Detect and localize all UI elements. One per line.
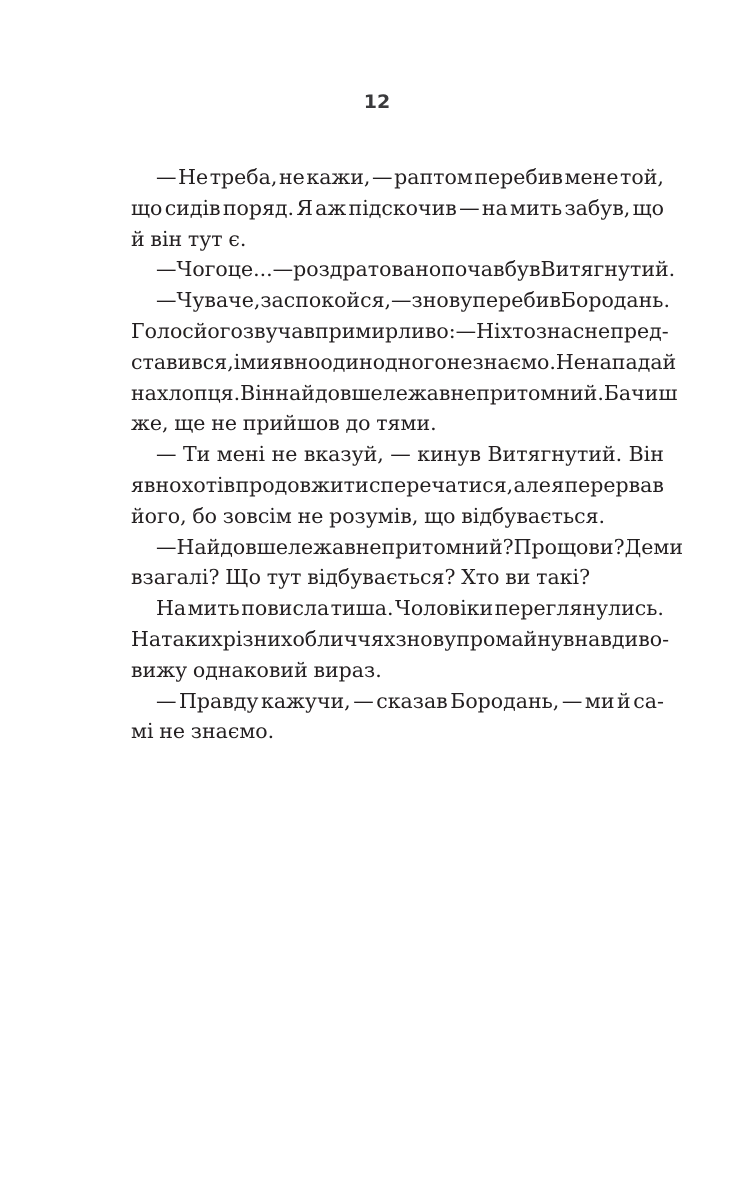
word: непритомний.	[450, 380, 604, 405]
word: нападай	[585, 349, 677, 374]
word: до	[345, 411, 371, 436]
text-line	[131, 285, 670, 316]
word: не	[159, 719, 186, 744]
word: тями.	[376, 411, 437, 436]
word: мене	[564, 165, 619, 189]
word: На	[156, 596, 187, 621]
word: тут	[266, 565, 302, 590]
word: —	[156, 442, 177, 467]
word: Про	[513, 534, 557, 559]
word: Не	[178, 165, 209, 189]
word: він	[150, 226, 183, 251]
word: Чого	[176, 257, 228, 282]
word: Бородань,	[450, 688, 560, 713]
text-line	[131, 562, 664, 593]
word: відбувається.	[461, 503, 606, 528]
word: Де	[624, 534, 654, 559]
word: знову	[411, 288, 473, 313]
word: аж	[315, 195, 347, 220]
word: Хто	[461, 565, 500, 590]
word: —	[390, 442, 411, 467]
word: взагалі?	[131, 565, 220, 590]
word: тут	[187, 226, 223, 251]
word: хлопця.	[156, 380, 241, 405]
word: мить	[510, 195, 563, 220]
word: що	[131, 195, 163, 220]
word: —	[156, 257, 177, 282]
word: знаємо.	[472, 349, 556, 374]
text-line	[131, 716, 664, 747]
word: кажучи,	[261, 688, 351, 713]
word: відбувається?	[307, 565, 456, 590]
word: переглянулись.	[494, 596, 664, 621]
word: —	[156, 288, 177, 313]
word: —	[353, 688, 374, 713]
word: не	[584, 318, 611, 343]
word: обличчях	[292, 626, 396, 651]
word: вижу	[131, 657, 188, 682]
word: не	[446, 349, 473, 374]
word: заспокойся,	[260, 288, 392, 313]
word: ще	[174, 411, 206, 436]
page-number: 12	[363, 91, 391, 113]
word: тиша.	[330, 596, 394, 621]
word: вказуй,	[303, 442, 384, 467]
word: поряд.	[222, 195, 295, 220]
word: сказав	[376, 688, 448, 713]
word: кинув	[417, 442, 482, 467]
word: на	[131, 380, 157, 405]
word: таких	[161, 626, 223, 651]
word: —	[372, 165, 393, 189]
word: підскочив	[348, 195, 457, 220]
text-line	[131, 624, 670, 655]
word: одного	[372, 349, 447, 374]
word: що	[556, 534, 589, 559]
word: не	[271, 442, 298, 467]
word: Я	[296, 195, 313, 220]
word: сперечатися,	[368, 472, 514, 497]
word: бо	[192, 503, 218, 528]
text-line	[131, 439, 664, 470]
word: це...	[227, 257, 273, 282]
word: не	[297, 503, 324, 528]
word: мі	[131, 719, 154, 744]
word: ви?	[588, 534, 625, 559]
word: не	[278, 165, 305, 189]
word: явно	[269, 349, 321, 374]
word: я	[551, 472, 565, 497]
word: Що	[225, 565, 261, 590]
word: й	[131, 226, 145, 251]
word: Він	[628, 442, 664, 467]
word: Бачиш	[603, 380, 678, 405]
word: такі?	[536, 565, 591, 590]
word: —	[455, 318, 477, 343]
word: мить	[187, 596, 240, 621]
text-line	[131, 193, 664, 224]
text-line	[131, 162, 664, 193]
word: Голос	[131, 318, 194, 343]
word: раптом	[394, 165, 473, 189]
text-line	[131, 224, 664, 255]
word: але	[513, 472, 551, 497]
word: ставився,	[131, 349, 234, 374]
word: сидів	[164, 195, 221, 220]
text-line	[131, 686, 664, 717]
word: ми	[584, 688, 615, 713]
word: забув,	[564, 195, 631, 220]
word: з	[535, 318, 548, 343]
word: треба,	[209, 165, 278, 189]
word: же,	[131, 411, 169, 436]
word: Правду	[179, 688, 259, 713]
word: зовсім	[222, 503, 292, 528]
word: його	[193, 318, 243, 343]
word: непритомний?	[355, 534, 514, 559]
word: —	[459, 195, 480, 220]
text-line	[131, 408, 664, 439]
word: що	[424, 503, 456, 528]
word: кажи,	[306, 165, 371, 189]
word: мені	[216, 442, 266, 467]
word: почав	[441, 257, 505, 282]
word: ми	[240, 349, 270, 374]
word: промайнув	[456, 626, 575, 651]
word: продовжити	[235, 472, 369, 497]
word: лежав	[382, 380, 451, 405]
text-line	[131, 316, 669, 347]
text-line	[131, 501, 664, 532]
word: його,	[131, 503, 187, 528]
word: знову	[395, 626, 457, 651]
word: са-	[633, 688, 664, 713]
word: —	[391, 288, 412, 313]
word: і	[233, 349, 241, 374]
word: той,	[620, 165, 664, 189]
word: однаковий	[192, 657, 308, 682]
word: Він	[240, 380, 276, 405]
word: —	[561, 688, 583, 713]
word: нас	[547, 318, 585, 343]
word: був	[504, 257, 541, 282]
word: явно	[131, 472, 182, 497]
word: —	[156, 534, 177, 559]
text-line	[131, 532, 683, 563]
word: найдовше	[275, 380, 383, 405]
text-line	[131, 593, 664, 624]
word: —	[272, 257, 294, 282]
body-text	[131, 162, 683, 747]
word: ми	[653, 534, 683, 559]
word: знаємо.	[190, 719, 275, 744]
word: не	[211, 411, 237, 436]
word: на	[481, 195, 508, 220]
word: є.	[228, 226, 247, 251]
word: Чоловіки	[394, 596, 494, 621]
word: навдиво-	[574, 626, 670, 651]
word: Ти	[182, 442, 211, 467]
text-line	[131, 254, 676, 285]
text-line	[131, 655, 664, 686]
word: повисла	[241, 596, 330, 621]
word: Чуваче,	[176, 288, 261, 313]
word: й	[617, 688, 631, 713]
word: розумів,	[329, 503, 419, 528]
word: різних	[222, 626, 293, 651]
word: лежав	[287, 534, 356, 559]
word: хотів	[181, 472, 236, 497]
text-line	[131, 470, 664, 501]
word: перебив	[474, 165, 563, 189]
text-line	[131, 378, 678, 409]
word: —	[156, 165, 177, 189]
word: вираз.	[313, 657, 382, 682]
word: примирливо:	[314, 318, 456, 343]
word: пред-	[610, 318, 669, 343]
word: перервав	[564, 472, 664, 497]
word: Бородань.	[560, 288, 670, 313]
text-line	[131, 347, 677, 378]
word: Не	[555, 349, 586, 374]
word: звучав	[242, 318, 315, 343]
word: прийшов	[242, 411, 340, 436]
word: що	[632, 195, 664, 220]
word: Ніхто	[476, 318, 536, 343]
word: Витягнутий.	[540, 257, 676, 282]
word: Витягнутий.	[487, 442, 623, 467]
word: —	[156, 688, 177, 713]
word: Найдовше	[176, 534, 288, 559]
word: роздратовано	[293, 257, 442, 282]
word: один	[320, 349, 373, 374]
word: ви	[505, 565, 531, 590]
word: перебив	[472, 288, 561, 313]
word: На	[131, 626, 162, 651]
